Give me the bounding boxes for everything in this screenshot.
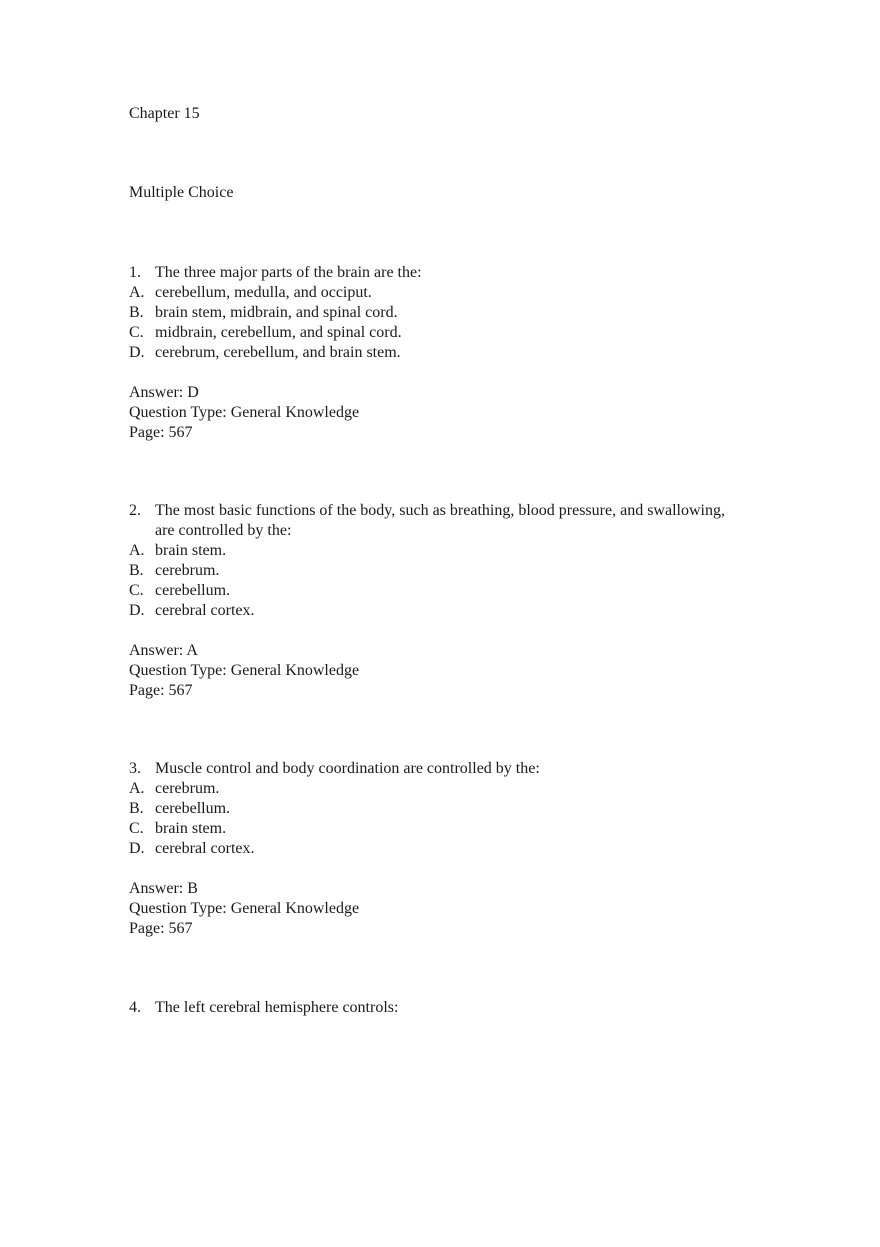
answer-metadata	[129, 641, 729, 701]
page-reference: Page: 567	[129, 920, 193, 937]
option-c	[129, 323, 729, 343]
question-number: 3.	[129, 760, 141, 777]
question-2	[129, 501, 729, 701]
question-stem	[129, 263, 729, 283]
option-d	[129, 343, 729, 363]
answer-options	[129, 541, 729, 621]
answer-options	[129, 283, 729, 363]
question-text: The three major parts of the brain are the:	[155, 264, 422, 281]
option-b	[129, 303, 729, 323]
option-text: cerebellum.	[155, 582, 231, 599]
option-text: cerebrum.	[155, 562, 220, 579]
question-stem	[129, 998, 729, 1018]
section-heading: Multiple Choice	[129, 184, 234, 201]
question-stem	[129, 759, 729, 779]
option-text: midbrain, cerebellum, and spinal cord.	[155, 324, 402, 341]
option-text: cerebral cortex.	[155, 840, 255, 857]
question-type: Question Type: General Knowledge	[129, 404, 360, 421]
option-text: cerebellum.	[155, 800, 231, 817]
option-text: brain stem.	[155, 542, 227, 559]
question-stem	[129, 501, 729, 541]
option-text: cerebral cortex.	[155, 602, 255, 619]
option-letter: D.	[129, 344, 145, 361]
option-a	[129, 283, 729, 303]
option-letter: B.	[129, 304, 144, 321]
question-type: Question Type: General Knowledge	[129, 662, 360, 679]
option-letter: B.	[129, 800, 144, 817]
option-letter: C.	[129, 324, 144, 341]
answer-key: Answer: D	[129, 384, 199, 401]
option-c	[129, 581, 729, 601]
option-c	[129, 819, 729, 839]
option-letter: A.	[129, 284, 145, 301]
question-text: Muscle control and body coordination are controlled by the:	[155, 760, 540, 777]
page-reference: Page: 567	[129, 682, 193, 699]
question-text: The most basic functions of the body, such as breathing, blood pressure, and swallowing, are controlled by the:	[155, 502, 725, 539]
option-text: brain stem, midbrain, and spinal cord.	[155, 304, 398, 321]
answer-options	[129, 779, 729, 859]
option-a	[129, 779, 729, 799]
answer-key: Answer: B	[129, 880, 198, 897]
option-letter: D.	[129, 602, 145, 619]
question-3	[129, 759, 729, 939]
option-d	[129, 601, 729, 621]
option-letter: C.	[129, 820, 144, 837]
question-number: 4.	[129, 999, 141, 1016]
question-type: Question Type: General Knowledge	[129, 900, 360, 917]
option-text: cerebrum.	[155, 780, 220, 797]
option-a	[129, 541, 729, 561]
option-text: cerebrum, cerebellum, and brain stem.	[155, 344, 401, 361]
option-text: brain stem.	[155, 820, 227, 837]
option-letter: B.	[129, 562, 144, 579]
option-b	[129, 561, 729, 581]
option-letter: D.	[129, 840, 145, 857]
option-b	[129, 799, 729, 819]
answer-metadata	[129, 879, 729, 939]
option-letter: C.	[129, 582, 144, 599]
question-number: 1.	[129, 264, 141, 281]
question-1	[129, 263, 729, 443]
page-reference: Page: 567	[129, 424, 193, 441]
question-text: The left cerebral hemisphere controls:	[155, 999, 399, 1016]
question-number: 2.	[129, 502, 141, 519]
option-text: cerebellum, medulla, and occiput.	[155, 284, 372, 301]
chapter-heading: Chapter 15	[129, 105, 200, 122]
answer-metadata	[129, 383, 729, 443]
option-letter: A.	[129, 542, 145, 559]
question-4	[129, 998, 729, 1018]
option-letter: A.	[129, 780, 145, 797]
option-d	[129, 839, 729, 859]
answer-key: Answer: A	[129, 642, 198, 659]
